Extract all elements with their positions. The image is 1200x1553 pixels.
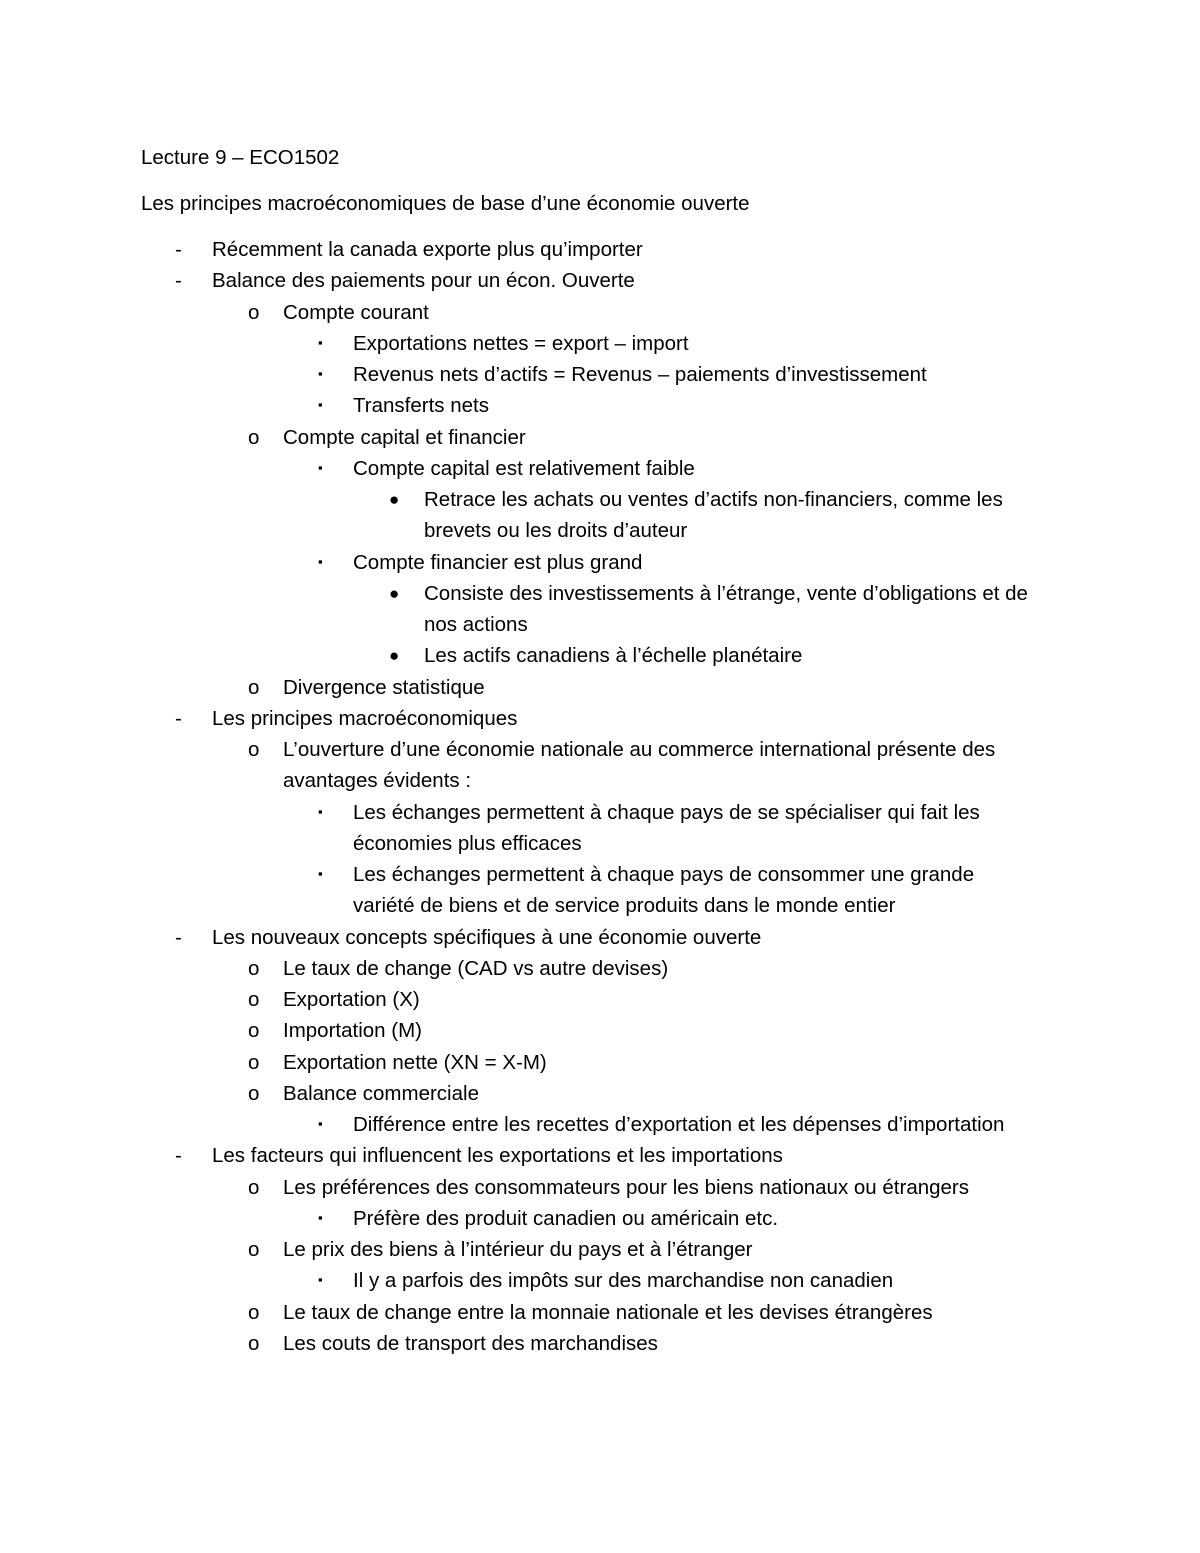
circle-marker: o [248, 1238, 260, 1261]
square-bullet-icon: ▪ [318, 553, 323, 569]
list-item-text: Le taux de change entre la monnaie nationale et les devises étrangères [283, 1300, 933, 1324]
list-item-text: Retrace les achats ou ventes d’actifs non-financiers, comme les [424, 488, 1003, 511]
list-item-text: Transferts nets [353, 394, 489, 418]
list-item-text: Les couts de transport des marchandises [283, 1331, 658, 1355]
circle-marker: o [248, 1300, 260, 1324]
list-item-text: Le taux de change (CAD vs autre devises) [283, 956, 669, 980]
dash-marker: - [175, 925, 182, 949]
square-bullet-icon: ▪ [318, 366, 323, 381]
list-item-text: Les échanges permettent à chaque pays de consommer une grande [353, 863, 975, 886]
list-item-text: Les facteurs qui influencent les exportations et les importations [212, 1144, 783, 1168]
list-item [0, 828, 1200, 859]
dash-marker: - [175, 706, 182, 730]
list-item-text: Différence entre les recettes d’exportation et les dépenses d’importation [353, 1113, 1005, 1136]
list-item-text: Récemment la canada exporte plus qu’importer [212, 238, 643, 261]
circle-marker: o [248, 1175, 260, 1199]
square-bullet-icon: ▪ [318, 1116, 323, 1131]
list-item-text: Balance commerciale [283, 1081, 479, 1105]
dot-bullet-icon: ● [389, 490, 400, 509]
list-item-text: Exportations nettes = export – import [353, 331, 689, 355]
list-item-text: Il y a parfois des impôts sur des marchandise non canadien [353, 1269, 894, 1293]
square-bullet-icon: ▪ [318, 866, 323, 881]
list-item [0, 1297, 1200, 1328]
list-item-text: Compte courant [283, 300, 429, 324]
circle-marker: o [248, 300, 260, 324]
circle-marker: o [248, 956, 260, 980]
list-item [0, 672, 1200, 703]
list-item-text: Les nouveaux concepts spécifiques à une économie ouverte [212, 925, 762, 949]
list-item [0, 1078, 1200, 1109]
list-item-text: Les principes macroéconomiques [212, 706, 518, 730]
circle-marker: o [248, 1331, 260, 1355]
list-item-continuation: avantages évidents : [283, 769, 472, 793]
list-item-text: Balance des paiements pour un écon. Ouverte [212, 269, 635, 293]
list-item-continuation: brevets ou les droits d’auteur [424, 519, 688, 543]
document-title: Lecture 9 – ECO1502 [141, 146, 340, 169]
list-item [0, 547, 1200, 578]
list-item [0, 484, 1200, 515]
square-bullet-icon: ▪ [318, 1272, 323, 1288]
list-item-text: Importation (M) [283, 1019, 422, 1043]
list-item [0, 640, 1200, 671]
dot-bullet-icon: ● [389, 583, 400, 603]
dash-marker: - [175, 269, 182, 293]
list-item [0, 515, 1200, 546]
list-item-text: Le prix des biens à l’intérieur du pays et à l’étranger [283, 1238, 753, 1261]
circle-marker: o [248, 738, 260, 761]
list-item-text: Les préférences des consommateurs pour les biens nationaux ou étrangers [283, 1175, 970, 1199]
list-item-continuation: nos actions [424, 613, 528, 636]
list-item [0, 578, 1200, 609]
list-item-text: Préfère des produit canadien ou américain etc. [353, 1206, 779, 1230]
document-subtitle: Les principes macroéconomiques de base d’une économie ouverte [141, 192, 750, 215]
square-bullet-icon: ▪ [318, 334, 323, 350]
list-item [0, 390, 1200, 421]
list-item-text: Les actifs canadiens à l’échelle planétaire [424, 644, 803, 668]
list-item-text: Consiste des investissements à l’étrange, vente d’obligations et de [424, 581, 1028, 605]
list-item [0, 734, 1200, 765]
list-item [0, 890, 1200, 921]
list-item [0, 422, 1200, 453]
list-item [0, 984, 1200, 1015]
list-item [0, 1015, 1200, 1046]
list-item-continuation: variété de biens et de service produits dans le monde entier [353, 894, 896, 918]
list-item [0, 359, 1200, 390]
list-item-text: Exportation (X) [283, 988, 420, 1011]
list-item [0, 328, 1200, 359]
list-item [0, 1140, 1200, 1171]
list-item [0, 953, 1200, 984]
square-bullet-icon: ▪ [318, 459, 323, 475]
list-item [0, 1109, 1200, 1140]
list-item [0, 1203, 1200, 1234]
list-item-text: Compte capital et financier [283, 425, 526, 449]
list-item-continuation: économies plus efficaces [353, 831, 582, 855]
list-item [0, 297, 1200, 328]
list-item-text: Divergence statistique [283, 675, 485, 699]
list-item-text: Exportation nette (XN = X-M) [283, 1050, 547, 1074]
circle-marker: o [248, 1050, 260, 1074]
list-item-text: Compte financier est plus grand [353, 550, 643, 574]
list-item [0, 265, 1200, 296]
list-item-text: Revenus nets d’actifs = Revenus – paiements d’investissement [353, 363, 927, 386]
circle-marker: o [248, 425, 260, 449]
list-item [0, 1234, 1200, 1265]
circle-marker: o [248, 675, 260, 699]
list-item-text: L’ouverture d’une économie nationale au commerce international présente des [283, 738, 996, 761]
dash-marker: - [175, 1144, 182, 1168]
list-item [0, 1172, 1200, 1203]
list-item-text: Compte capital est relativement faible [353, 456, 695, 480]
circle-marker: o [248, 988, 260, 1011]
dash-marker: - [175, 238, 182, 261]
list-item [0, 922, 1200, 953]
square-bullet-icon: ▪ [318, 1209, 323, 1225]
circle-marker: o [248, 1019, 260, 1043]
list-item [0, 234, 1200, 265]
dot-bullet-icon: ● [389, 646, 400, 666]
list-item [0, 453, 1200, 484]
list-item [0, 1328, 1200, 1359]
list-item [0, 859, 1200, 890]
list-item [0, 1265, 1200, 1296]
list-item [0, 797, 1200, 828]
square-bullet-icon: ▪ [318, 803, 323, 819]
list-item [0, 765, 1200, 796]
list-item [0, 609, 1200, 640]
list-item [0, 703, 1200, 734]
list-item [0, 1047, 1200, 1078]
square-bullet-icon: ▪ [318, 397, 323, 413]
list-item-text: Les échanges permettent à chaque pays de se spécialiser qui fait les [353, 800, 980, 824]
circle-marker: o [248, 1081, 260, 1105]
